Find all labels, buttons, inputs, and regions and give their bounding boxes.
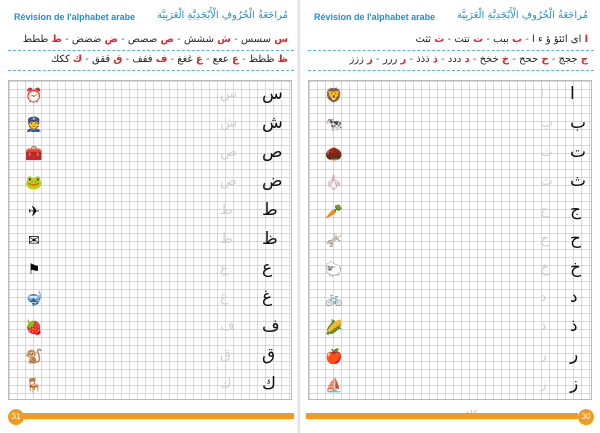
model-letter: ا <box>570 84 575 104</box>
footer-bar <box>306 413 578 419</box>
highlight-letter: د <box>464 54 470 65</box>
trace-letter: ق <box>220 347 231 363</box>
highlight-letter: غ <box>195 54 203 65</box>
letter-forms: ززز <box>349 54 368 65</box>
alphabet-group <box>128 34 174 45</box>
model-letter: ف <box>262 316 280 336</box>
highlight-letter: ح <box>541 54 549 65</box>
practice-row <box>308 169 592 198</box>
alphabet-group <box>416 54 438 65</box>
model-letter: ض <box>262 171 283 191</box>
trace-letter: د <box>540 289 547 305</box>
model-letter: ر <box>570 345 579 365</box>
practice-row <box>308 314 592 343</box>
practice-row <box>8 82 292 111</box>
practice-row <box>8 314 292 343</box>
trace-letter: ك <box>220 376 232 392</box>
separator: - <box>230 34 241 45</box>
left-title-arabic: مُراجَعَةُ الْحُرُوفِ الْأَبْجَدِيَّةِ الْعَرَبِيَّة <box>157 10 288 21</box>
separator: - <box>122 54 133 65</box>
practice-row <box>308 198 592 227</box>
separator: - <box>509 54 520 65</box>
model-letter: د <box>570 287 578 307</box>
model-letter: ث <box>570 171 587 191</box>
separator: - <box>444 34 455 45</box>
policeman-icon: 👮 <box>25 117 43 133</box>
trace-letter: ع <box>220 260 229 276</box>
practice-row <box>8 343 292 372</box>
alphabet-group <box>213 54 239 65</box>
alphabet-group <box>177 54 202 65</box>
letter-forms: ععع <box>212 54 232 65</box>
letter-forms: ججج <box>558 54 581 65</box>
trace-letter: غ <box>220 289 229 305</box>
pomegranate-icon: 🍎 <box>325 349 343 365</box>
letter-forms: ررر <box>382 54 401 65</box>
left-alphabet-line-2 <box>14 54 288 70</box>
diver-icon: 🤿 <box>25 291 43 307</box>
page-number-badge: 31 <box>8 409 24 425</box>
highlight-letter: ا <box>584 34 588 45</box>
donkey-icon: 🫏 <box>325 233 343 249</box>
alphabet-group <box>532 34 588 45</box>
model-letter: ط <box>262 200 278 220</box>
model-letter: غ <box>262 287 273 307</box>
highlight-letter: س <box>274 34 288 45</box>
chair-icon: 🪑 <box>25 378 43 394</box>
alphabet-group <box>241 34 288 45</box>
practice-row <box>8 198 292 227</box>
practice-row <box>308 111 592 140</box>
separator: - <box>372 54 383 65</box>
boat-icon: ⛵ <box>325 378 343 394</box>
model-letter: خ <box>570 258 581 278</box>
separator: - <box>406 54 417 65</box>
alphabet-group <box>184 34 231 45</box>
footer-tag: كتابة <box>466 409 478 416</box>
corn-icon: 🌽 <box>325 320 343 336</box>
trace-letter: ا <box>540 86 544 102</box>
separator: - <box>82 54 93 65</box>
model-letter: ز <box>570 374 579 394</box>
highlight-letter: ب <box>511 34 523 45</box>
right-dashed-divider-2 <box>308 70 594 71</box>
highlight-letter: ظ <box>277 54 288 65</box>
bicycle-icon: 🚲 <box>325 291 343 307</box>
highlight-letter: ف <box>155 54 168 65</box>
model-letter: ت <box>570 142 587 162</box>
model-letter: ج <box>570 200 581 220</box>
model-letter: ك <box>262 374 277 394</box>
right-title-arabic: مُراجَعَةُ الْحُرُوفِ الْأَبْجَدِيَّةِ الْعَرَبِيَّة <box>457 10 588 21</box>
letter-forms: ححح <box>519 54 542 65</box>
separator: - <box>548 54 559 65</box>
airplane-icon: ✈ <box>28 204 40 220</box>
page-number-badge: 30 <box>578 409 594 425</box>
letter-forms: ببب <box>493 34 512 45</box>
left-dashed-divider <box>8 50 294 51</box>
separator: - <box>117 34 128 45</box>
left-title-french: Révision de l'alphabet arabe <box>14 12 136 22</box>
highlight-letter: ط <box>51 34 62 45</box>
model-letter: ح <box>570 229 581 249</box>
trace-letter: ر <box>540 347 547 363</box>
practice-row <box>308 372 592 401</box>
right-title-french: Révision de l'alphabet arabe <box>314 12 436 22</box>
highlight-letter: خ <box>501 54 510 65</box>
trace-letter: ز <box>540 376 547 392</box>
model-letter: ش <box>262 113 283 133</box>
separator: - <box>522 34 532 45</box>
letter-forms: ككك <box>51 54 73 65</box>
letter-forms: صصص <box>127 34 161 45</box>
trace-letter: ج <box>540 202 550 218</box>
letter-forms: ثثث <box>415 34 435 45</box>
left-footer <box>0 409 300 423</box>
treasure-chest-icon: 🧰 <box>25 146 43 162</box>
right-alphabet-line-1 <box>314 34 588 50</box>
practice-row <box>8 140 292 169</box>
trace-letter: س <box>220 86 238 102</box>
sheep-icon: 🐑 <box>325 262 343 278</box>
footer-bar <box>22 413 294 419</box>
alphabet-group <box>92 54 122 65</box>
right-title-row <box>314 10 588 28</box>
letter-forms: ششش <box>183 34 218 45</box>
letter-forms: غغغ <box>177 54 196 65</box>
highlight-letter: ش <box>217 34 231 45</box>
trace-letter: ح <box>540 231 550 247</box>
right-footer <box>300 409 600 423</box>
monkey-icon: 🐒 <box>25 349 43 365</box>
letter-forms: ضضض <box>71 34 105 45</box>
model-letter: ص <box>262 142 283 162</box>
trace-letter: ف <box>220 318 235 334</box>
alphabet-group <box>493 34 522 45</box>
practice-row <box>308 140 592 169</box>
strawberry-icon: 🍓 <box>25 320 43 336</box>
letter-forms: ففف <box>132 54 156 65</box>
trace-letter: ظ <box>220 231 233 247</box>
separator: - <box>167 54 178 65</box>
practice-row <box>8 372 292 401</box>
right-page <box>300 0 600 433</box>
alphabet-group <box>23 34 62 45</box>
alphabet-group <box>415 34 444 45</box>
separator: - <box>61 34 72 45</box>
lion-icon: 🦁 <box>325 88 343 104</box>
trace-letter: ض <box>220 173 237 189</box>
practice-row <box>308 256 592 285</box>
letter-forms: اى أئئؤ ؤ ء آ <box>532 34 585 45</box>
model-letter: ب <box>570 113 587 133</box>
flag-icon: ⚑ <box>27 262 41 278</box>
cow-icon: 🐄 <box>325 117 343 133</box>
separator: - <box>202 54 213 65</box>
letter-forms: سسس <box>240 34 275 45</box>
trace-letter: ب <box>540 115 554 131</box>
alphabet-group <box>454 34 483 45</box>
trace-letter: ص <box>220 144 237 160</box>
highlight-letter: ض <box>104 34 118 45</box>
highlight-letter: ع <box>231 54 239 65</box>
letter-forms: تتت <box>454 34 474 45</box>
trace-letter: ش <box>220 115 238 131</box>
practice-row <box>8 169 292 198</box>
highlight-letter: ر <box>400 54 407 65</box>
alphabet-group <box>559 54 589 65</box>
practice-row <box>308 82 592 111</box>
trace-letter: ت <box>540 144 554 160</box>
letter-forms: ذذذ <box>416 54 433 65</box>
model-letter: ظ <box>262 229 278 249</box>
highlight-letter: ق <box>113 54 123 65</box>
frog-icon: 🐸 <box>25 175 43 191</box>
carrot-icon: 🥕 <box>325 204 343 220</box>
letter-forms: ططط <box>22 34 52 45</box>
highlight-letter: ك <box>72 54 83 65</box>
model-letter: س <box>262 84 283 104</box>
trace-letter: ذ <box>540 318 547 334</box>
separator: - <box>437 54 448 65</box>
separator: - <box>483 34 494 45</box>
alphabet-group <box>51 54 82 65</box>
model-letter: ع <box>262 258 273 278</box>
letter-forms: ققق <box>92 54 114 65</box>
trace-letter: ث <box>540 173 554 189</box>
alarm-clock-icon: ⏰ <box>25 88 43 104</box>
separator: - <box>238 54 249 65</box>
model-letter: ذ <box>570 316 578 336</box>
highlight-letter: ث <box>434 34 445 45</box>
letter-forms: خخخ <box>479 54 502 65</box>
practice-row <box>8 227 292 256</box>
practice-row <box>8 285 292 314</box>
alphabet-group <box>519 54 549 65</box>
practice-row <box>308 343 592 372</box>
left-dashed-divider-2 <box>8 70 294 71</box>
dates-icon: 🌰 <box>325 146 343 162</box>
highlight-letter: ذ <box>432 54 438 65</box>
practice-row <box>8 256 292 285</box>
model-letter: ق <box>262 345 276 365</box>
alphabet-group <box>349 54 372 65</box>
letter-forms: ظظظ <box>248 54 278 65</box>
alphabet-group <box>249 54 288 65</box>
garlic-icon: 🧄 <box>325 175 343 191</box>
right-alphabet-line-2 <box>314 54 588 70</box>
trace-letter: خ <box>540 260 550 276</box>
highlight-letter: ص <box>160 34 174 45</box>
practice-row <box>308 285 592 314</box>
left-title-row <box>14 10 288 28</box>
envelope-icon: ✉ <box>28 233 40 249</box>
trace-letter: ط <box>220 202 233 218</box>
highlight-letter: ت <box>473 34 484 45</box>
right-dashed-divider <box>308 50 594 51</box>
practice-row <box>8 111 292 140</box>
separator: - <box>173 34 184 45</box>
practice-row <box>308 227 592 256</box>
alphabet-group <box>132 54 167 65</box>
left-alphabet-line-1 <box>14 34 288 50</box>
letter-forms: ددد <box>447 54 465 65</box>
separator: - <box>469 54 480 65</box>
alphabet-group <box>448 54 470 65</box>
alphabet-group <box>480 54 510 65</box>
highlight-letter: ز <box>367 54 373 65</box>
alphabet-group <box>72 34 118 45</box>
highlight-letter: ج <box>580 54 588 65</box>
alphabet-group <box>383 54 406 65</box>
